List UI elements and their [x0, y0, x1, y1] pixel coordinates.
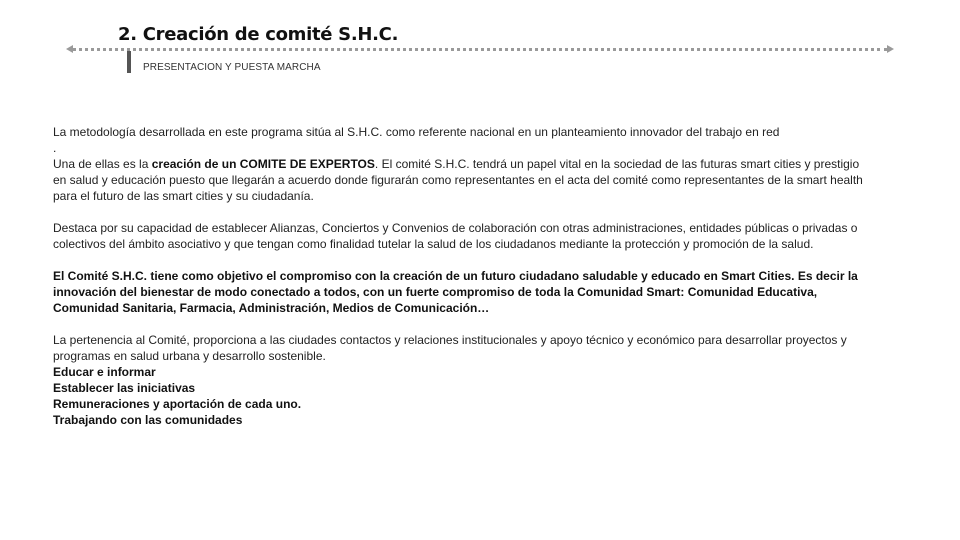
paragraph-objective: El Comité S.H.C. tiene como objetivo el compromiso con la creación de un futuro ciudadano saludable y educado en Smart Cities. Es decir la innovación del bienestar de modo conectado a todos, con un fuerte compromiso de toda la Comunidad Smart: Comunidad Educativa, Comunidad Sanitaria, Farmacia, Administración, Medios de Comunicación… [53, 269, 858, 315]
paragraph-membership: La pertenencia al Comité, proporciona a las ciudades contactos y relaciones institucionales y apoyo técnico y económico para desarrollar proyectos y programas en salud urbana y desarrollo sostenible. [53, 333, 847, 363]
paragraph-methodology-line1: La metodología desarrollada en este programa sitúa al S.H.C. como referente nacional en un planteamiento innovador del trabajo en red [53, 125, 780, 139]
list-item: Remuneraciones y aportación de cada uno. [53, 397, 302, 411]
bullet-list [53, 364, 863, 428]
vertical-accent-bar [127, 51, 131, 73]
paragraph-committee [53, 156, 863, 204]
list-item: Trabajando con las comunidades [53, 413, 243, 427]
paragraph-alliances: Destaca por su capacidad de establecer Alianzas, Conciertos y Convenios de colaboración con otras administraciones, entidades públicas o privadas o colectivos del ámbito asociativo y que tengan como finalidad tutelar la salud de los ciudadanos mediante la protección y promoción de la salud. [53, 221, 858, 251]
paragraph-committee-rest: . El comité S.H.C. tendrá un papel vital en la sociedad de las futuras smart cities y prestigio en salud y educación puesto que llegarán a acuerdo donde figurarán como representantes en el acta del comité como representantes de la smart health para el futuro de las smart cities y su ciudadanía. [53, 157, 863, 203]
slide-subtitle: PRESENTACION Y PUESTA MARCHA [143, 62, 321, 73]
list-item: Establecer las iniciativas [53, 381, 196, 395]
slide-title: 2. Creación de comité S.H.C. [118, 24, 399, 45]
paragraph-committee-intro: Una de ellas es la [53, 157, 152, 171]
body-text [53, 124, 863, 428]
paragraph-methodology [53, 124, 863, 156]
list-item: Educar e informar [53, 365, 156, 379]
dotted-divider [72, 48, 888, 51]
paragraph-committee-highlight: creación de un COMITE DE EXPERTOS [151, 157, 375, 171]
arrow-right-icon [887, 45, 894, 53]
paragraph-methodology-line2: . [53, 141, 57, 155]
